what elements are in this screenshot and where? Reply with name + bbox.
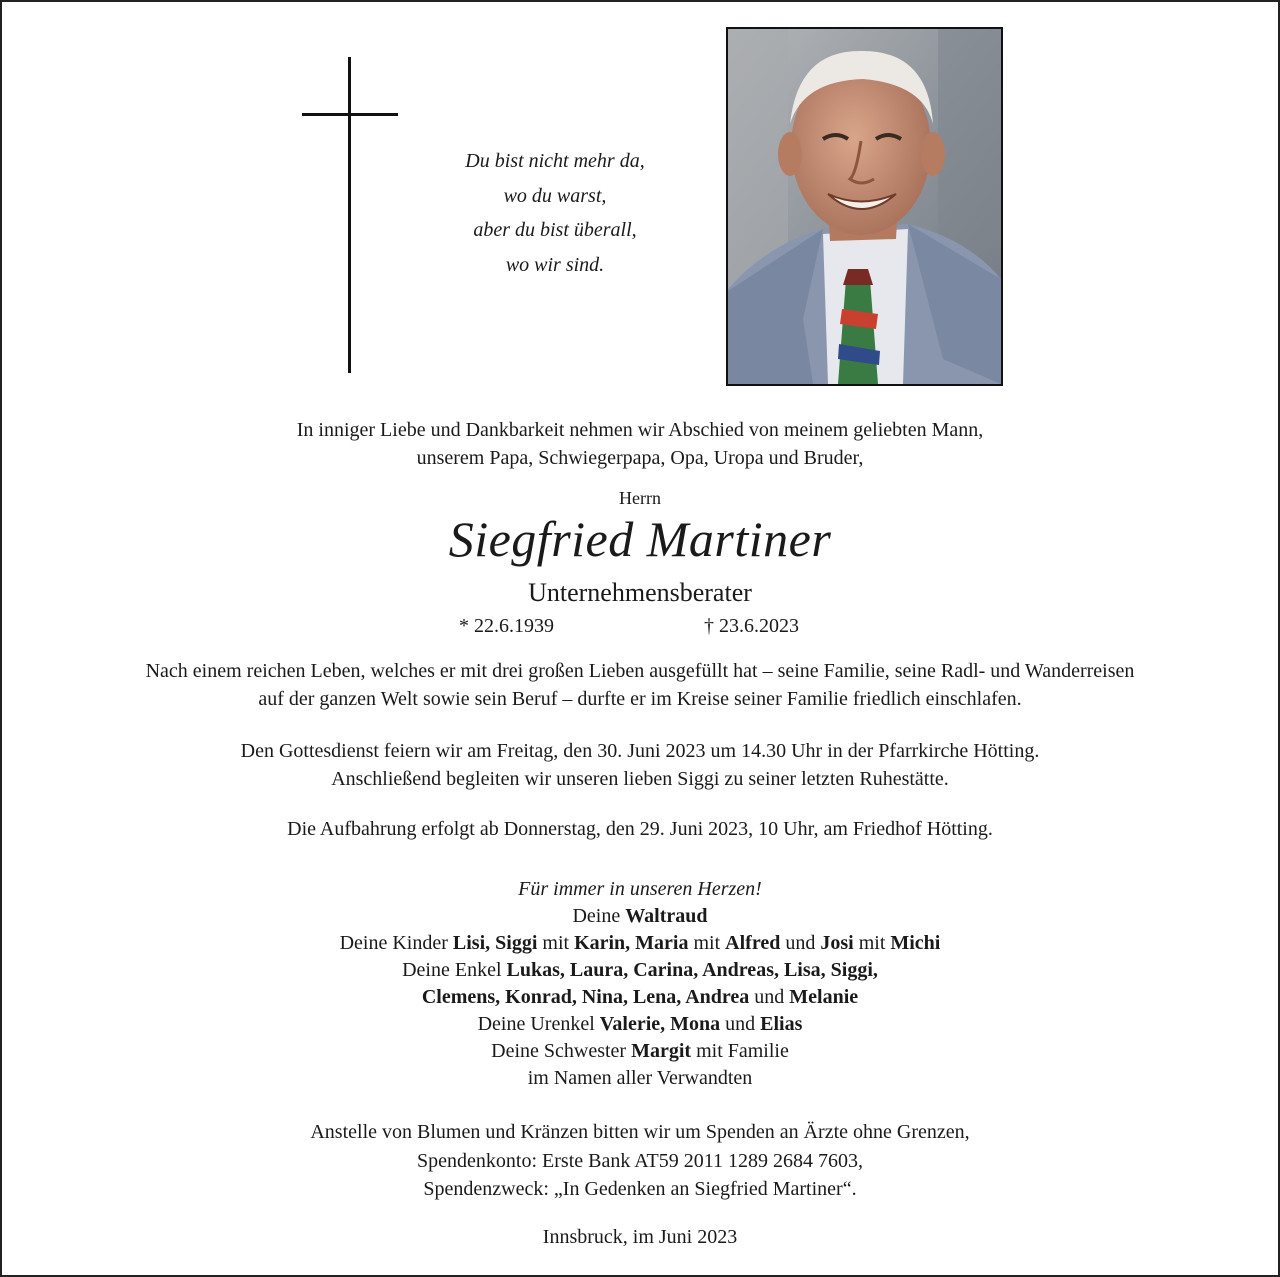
death-date: † 23.6.2023 — [704, 615, 799, 637]
greatgrand-names: Valerie, Mona — [599, 1013, 721, 1035]
wife-line — [0, 903, 1280, 930]
child-names: Josi — [820, 932, 854, 954]
partner-names: Alfred — [725, 932, 781, 954]
viewing-paragraph: Die Aufbahrung erfolgt ab Donnerstag, den 29. Juni 2023, 10 Uhr, am Friedhof Hötting. — [287, 818, 993, 840]
partner-names: Michi — [890, 932, 941, 954]
intro-line: unserem Papa, Schwiegerpapa, Opa, Uropa und Bruder, — [416, 447, 864, 469]
children-line — [0, 930, 1280, 957]
poem-line: Du bist nicht mehr da, — [465, 150, 645, 172]
connector: und — [725, 1013, 756, 1035]
connector: und — [785, 932, 816, 954]
relatives-line: im Namen aller Verwandten — [527, 1067, 753, 1089]
poem-line: wo wir sind. — [505, 253, 605, 276]
poem-line: aber du bist überall, — [473, 219, 637, 241]
grandchildren-line — [0, 984, 1280, 1011]
cross-icon — [348, 57, 351, 373]
poem — [405, 144, 705, 282]
poem-line: wo du warst, — [503, 184, 607, 207]
service-line: Anschließend begleiten wir unseren lieben Siggi zu seiner letzten Ruhestätte. — [331, 768, 949, 790]
grandchildren-names: Lukas, Laura, Carina, Andreas, Lisa, Siggi, — [506, 959, 878, 981]
greatgrand-names: Elias — [760, 1013, 803, 1035]
intro-line: In inniger Liebe und Dankbarkeit nehmen wir Abschied von meinem geliebten Mann, — [296, 419, 984, 441]
donation-paragraph — [0, 1118, 1280, 1204]
child-names: Lisi, Siggi — [452, 932, 538, 954]
deceased-name: Siegfried Martiner — [448, 511, 832, 567]
intro-text — [0, 416, 1280, 472]
connector: mit — [693, 932, 721, 954]
salutation: Herrn — [619, 488, 661, 508]
portrait-photo — [726, 27, 1003, 386]
grandchildren-names: Clemens, Konrad, Nina, Lena, Andrea — [421, 986, 750, 1008]
greatgrand-prefix: Deine Urenkel — [477, 1013, 595, 1035]
place-date: Innsbruck, im Juni 2023 — [542, 1226, 738, 1248]
sister-suffix: mit Familie — [696, 1040, 789, 1062]
service-paragraph — [0, 737, 1280, 793]
life-line: auf der ganzen Welt sowie sein Beruf – durfte er im Kreise seiner Familie friedlich einschlafen. — [258, 688, 1022, 710]
grandchildren-names: Melanie — [789, 986, 859, 1008]
connector: mit — [542, 932, 570, 954]
sister-line — [0, 1038, 1280, 1065]
donation-line: Spendenzweck: „In Gedenken an Siegfried Martiner“. — [423, 1178, 857, 1200]
service-line: Den Gottesdienst feiern wir am Freitag, den 30. Juni 2023 um 14.30 Uhr in der Pfarrkirche Hötting. — [240, 740, 1040, 762]
birth-date: * 22.6.1939 — [459, 615, 554, 637]
partner-names: Karin, Maria — [574, 932, 689, 954]
cross-icon-bar — [302, 113, 398, 116]
signature-block — [0, 876, 1280, 1092]
life-paragraph — [0, 657, 1280, 713]
wife-prefix: Deine — [572, 905, 621, 927]
life-line: Nach einem reichen Leben, welches er mit drei großen Lieben ausgefüllt hat – seine Familie, seine Radl- und Wanderreisen — [145, 660, 1135, 682]
greatgrandchildren-line — [0, 1011, 1280, 1038]
donation-line: Spendenkonto: Erste Bank AT59 2011 1289 2684 7603, — [417, 1149, 863, 1172]
donation-line: Anstelle von Blumen und Kränzen bitten wir um Spenden an Ärzte ohne Grenzen, — [310, 1121, 970, 1143]
portrait-image — [728, 29, 1001, 384]
children-prefix: Deine Kinder — [339, 932, 448, 954]
sister-prefix: Deine Schwester — [491, 1040, 627, 1062]
sister-name: Margit — [631, 1040, 692, 1062]
wife-name: Waltraud — [625, 905, 708, 927]
profession: Unternehmensberater — [528, 578, 752, 607]
grandchildren-line — [0, 957, 1280, 984]
motto: Für immer in unseren Herzen! — [518, 878, 762, 900]
connector: und — [754, 986, 785, 1008]
grandchildren-prefix: Deine Enkel — [402, 959, 502, 981]
connector: mit — [858, 932, 886, 954]
